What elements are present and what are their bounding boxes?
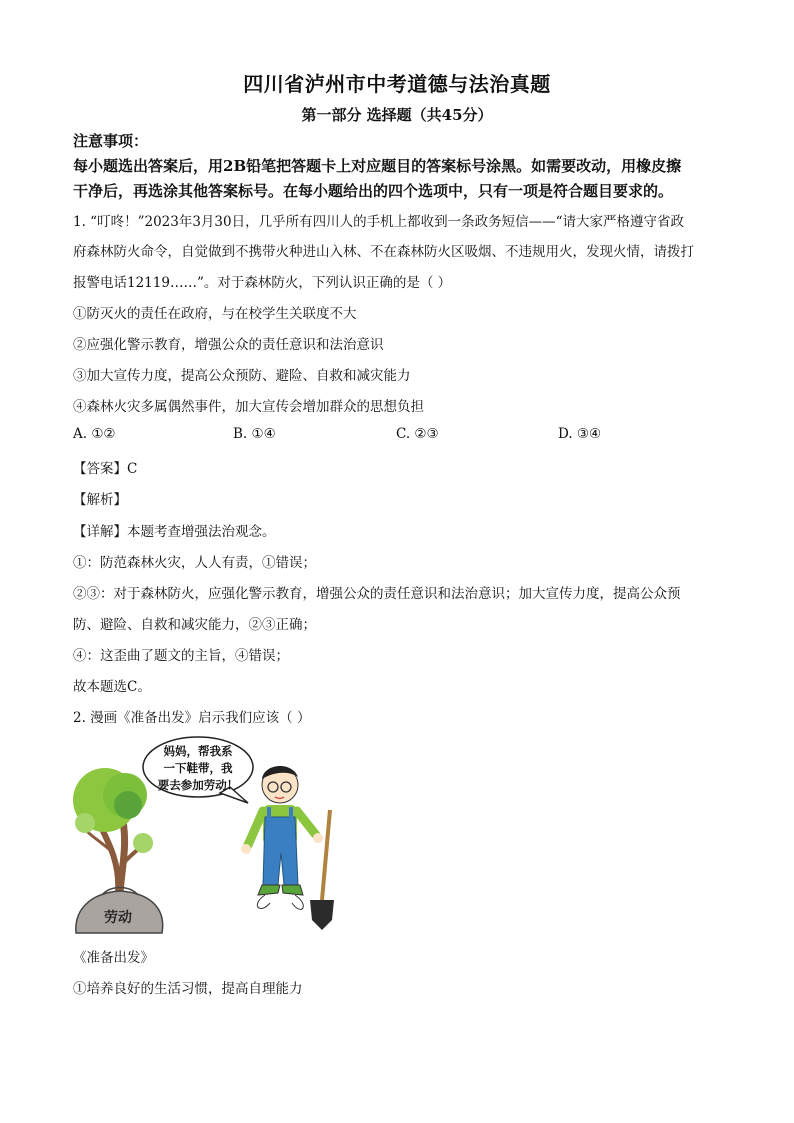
q1-option-d: D. ③④ [558,426,602,442]
q1-statement-1: ①防灭火的责任在政府，与在校学生关联度不大 [73,306,357,322]
q1-explanation-2a: ②③：对于森林防火，应强化警示教育，增强公众的责任意识和法治意识；加大宣传力度，提高公众预 [73,586,681,602]
q1-analysis-heading: 【解析】 [73,492,127,508]
notice-heading: 注意事项： [73,132,149,150]
q1-answer: 【答案】C [73,461,138,477]
q2-statement-1: ①培养良好的生活习惯，提高自理能力 [73,981,303,997]
q1-conclusion: 故本题选C。 [73,679,151,695]
page-title: 四川省泸州市中考道德与法治真题 [243,72,551,96]
q1-statement-3: ③加大宣传力度，提高公众预防、避险、自救和减灾能力 [73,368,411,384]
bag-label: 劳动 [104,910,132,926]
q1-explanation-3: ④：这歪曲了题文的主旨，④错误； [73,648,289,664]
q2-stem: 2. 漫画《准备出发》启示我们应该（ ） [73,710,311,726]
speech-line-1: 妈妈，帮我系 [163,744,233,758]
cartoon-illustration [70,735,350,940]
q1-explanation-2b: 防、避险、自救和减灾能力，②③正确； [73,617,316,633]
q1-option-b: B. ①④ [233,426,276,442]
q1-stem-line-3: 报警电话12119……”。对于森林防火，下列认识正确的是（ ） [73,275,452,291]
boy-icon [241,766,323,909]
speech-bubble [143,737,253,803]
q1-option-a: A. ①② [73,426,116,442]
q1-stem-line-2: 府森林防火命令，自觉做到不携带火种进山入林、不在森林防火区吸烟、不违规用火，发现火情，请拨打 [73,244,694,260]
q1-detail: 【详解】本题考查增强法治观念。 [73,524,276,540]
q1-statement-4: ④森林火灾多属偶然事件，加大宣传会增加群众的思想负担 [73,399,424,415]
speech-line-2: 一下鞋带，我 [163,761,233,775]
tree-icon [73,768,153,893]
q1-stem-line-1: 1. “叮咚！”2023年3月30日，几乎所有四川人的手机上都收到一条政务短信——“请大家严格遵守省政 [73,214,684,230]
q1-option-c: C. ②③ [396,426,439,442]
q1-statement-2: ②应强化警示教育，增强公众的责任意识和法治意识 [73,337,384,353]
speech-line-3: 要去参加劳动！ [157,778,239,792]
section-subtitle: 第一部分 选择题（共45分） [301,106,493,124]
q2-cartoon-caption: 《准备出发》 [73,950,154,966]
notice-line-2: 干净后，再选涂其他答案标号。在每小题给出的四个选项中，只有一项是符合题目要求的。 [73,182,674,200]
notice-line-1: 每小题选出答案后，用2B铅笔把答题卡上对应题目的答案标号涂黑。如需要改动，用橡皮擦 [73,157,682,175]
sack-icon [76,888,163,934]
q1-explanation-1: ①：防范森林火灾，人人有责，①错误； [73,555,316,571]
